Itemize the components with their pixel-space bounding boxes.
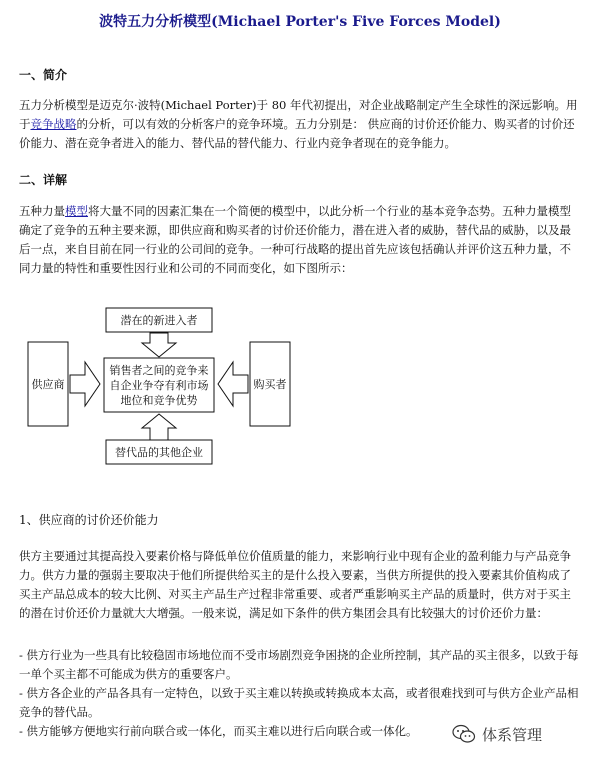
bullet-item: - 供方行业为一些具有比较稳固市场地位而不受市场剧烈竞争困挠的企业所控制，其产品的买主很多，以致于每一单个买主都不可能成为供方的重要客户。 — [19, 648, 579, 681]
intro-paragraph: 五力分析模型是迈克尔·波特(Michael Porter)于 80 年代初提出，对企业战略制定产生全球性的深远影响。用于竞争战略的分析，可以有效的分析客户的竞争环境。五力分别是： 供应商的讨价还价能力、购买者的讨价还价能力、潜在竞争者进入的能力、替代品的替代能力、行业内竞争者现在的竞争能力。 — [19, 98, 578, 150]
bullet-item: - 供方各企业的产品各具有一定特色，以致于买主难以转换或转换成本太高，或者很难找到可与供方企业产品相竞争的替代品。 — [19, 686, 579, 719]
substitutes-label: 替代品的其他企业 — [115, 446, 203, 459]
competitive-strategy-link[interactable]: 竞争战略 — [30, 117, 77, 131]
wechat-watermark — [452, 720, 542, 748]
rivalry-line-2: 自企业争夺有利市场 — [109, 379, 209, 392]
rivalry-line-3: 地位和竞争优势 — [120, 394, 198, 407]
page-title: 波特五力分析模型(Michael Porter's Five Forces Model) — [99, 14, 501, 30]
arrow-up-icon — [142, 414, 176, 440]
details-paragraph: 五种力量模型将大量不同的因素汇集在一个简便的模型中，以此分析一个行业的基本竞争态势。五种力量模型确定了竞争的五种主要来源，即供应商和购买者的讨价还价能力，潜在进入者的威胁，替代品的威胁，以及最后一点，来自目前在同一行业的公司间的竞争。一种可行战略的提出首先应该包括确认并评价这五种力量，不同力量的特性和重要性因行业和公司的不同而变化，如下图所示： — [19, 204, 571, 275]
new-entrants-label: 潜在的新进入者 — [120, 314, 198, 327]
supplier-power-paragraph: 供方主要通过其提高投入要素价格与降低单位价值质量的能力，来影响行业中现有企业的盈利能力与产品竞争力。供方力量的强弱主要取决于他们所提供给买主的是什么投入要素，当供方所提供的投入要素其价值构成了买主产品总成本的较大比例、对买主产品生产过程非常重要、或者严重影响买主产品的质量时，供方对于买主的潜在讨价还价力量就大大增强。一般来说，满足如下条件的供方集团会具有比较强大的讨价还价力量： — [19, 549, 571, 620]
wechat-icon — [452, 724, 476, 744]
bullet-item: - 供方能够方便地实行前向联合或一体化，而买主难以进行后向联合或一体化。 — [19, 724, 418, 738]
supplier-label: 供应商 — [31, 378, 65, 391]
arrow-right-icon — [70, 362, 100, 406]
arrow-down-icon — [142, 333, 176, 357]
section-heading-intro: 一、简介 — [19, 68, 68, 82]
arrow-left-icon — [218, 362, 248, 406]
buyer-label: 购买者 — [253, 378, 287, 391]
section-heading-supplier-power: 1、供应商的讨价还价能力 — [19, 513, 159, 527]
model-link[interactable]: 模型 — [65, 204, 88, 218]
section-heading-details: 二、详解 — [19, 173, 68, 187]
watermark-text: 体系管理 — [482, 725, 543, 744]
rivalry-line-1: 销售者之间的竞争来 — [109, 364, 209, 377]
five-forces-diagram — [0, 302, 600, 467]
